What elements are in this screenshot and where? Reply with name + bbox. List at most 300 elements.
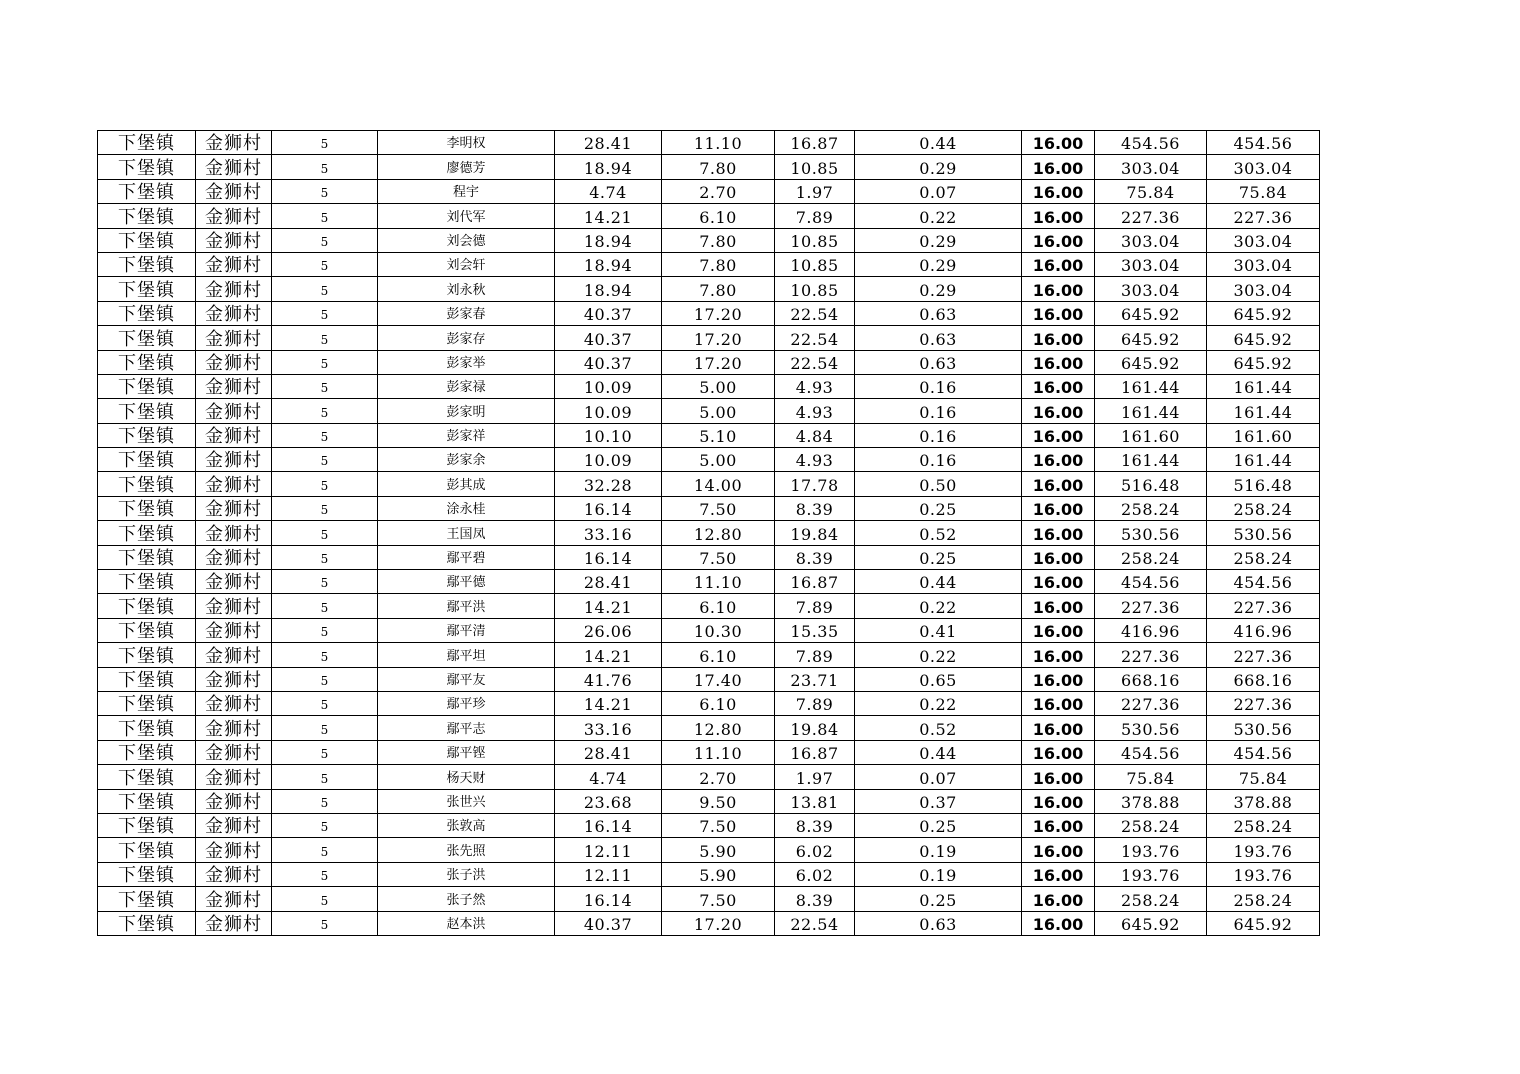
amount-cell-1: 454.56 — [1095, 570, 1207, 594]
value-cell-2: 6.10 — [662, 691, 775, 715]
value-cell-4: 0.07 — [855, 179, 1022, 203]
village-cell: 金狮村 — [196, 399, 272, 423]
value-cell-2: 11.10 — [662, 740, 775, 764]
amount-cell-1: 454.56 — [1095, 131, 1207, 155]
value-cell-2: 5.10 — [662, 423, 775, 447]
value-cell-4: 0.63 — [855, 350, 1022, 374]
value-cell-3: 7.89 — [775, 594, 855, 618]
value-cell-1: 28.41 — [555, 131, 662, 155]
group-cell: 5 — [272, 789, 378, 813]
rate-cell: 16.00 — [1022, 813, 1095, 837]
value-cell-4: 0.63 — [855, 911, 1022, 935]
village-cell: 金狮村 — [196, 228, 272, 252]
name-cell: 杨天财 — [378, 765, 555, 789]
name-cell: 涂永桂 — [378, 496, 555, 520]
table-row — [98, 448, 1320, 472]
village-cell: 金狮村 — [196, 667, 272, 691]
value-cell-2: 10.30 — [662, 618, 775, 642]
value-cell-2: 14.00 — [662, 472, 775, 496]
value-cell-2: 5.00 — [662, 399, 775, 423]
name-cell: 鄢平坦 — [378, 643, 555, 667]
amount-cell-1: 530.56 — [1095, 521, 1207, 545]
village-cell: 金狮村 — [196, 521, 272, 545]
value-cell-4: 0.29 — [855, 277, 1022, 301]
table-row — [98, 326, 1320, 350]
amount-cell-2: 454.56 — [1207, 740, 1320, 764]
value-cell-1: 33.16 — [555, 521, 662, 545]
amount-cell-2: 516.48 — [1207, 472, 1320, 496]
amount-cell-1: 227.36 — [1095, 204, 1207, 228]
table-row — [98, 789, 1320, 813]
table-row — [98, 204, 1320, 228]
table-row — [98, 911, 1320, 935]
value-cell-2: 17.20 — [662, 350, 775, 374]
value-cell-4: 0.19 — [855, 838, 1022, 862]
value-cell-2: 17.40 — [662, 667, 775, 691]
amount-cell-1: 227.36 — [1095, 643, 1207, 667]
amount-cell-1: 303.04 — [1095, 228, 1207, 252]
amount-cell-1: 258.24 — [1095, 496, 1207, 520]
rate-cell: 16.00 — [1022, 691, 1095, 715]
amount-cell-1: 516.48 — [1095, 472, 1207, 496]
value-cell-2: 17.20 — [662, 326, 775, 350]
value-cell-3: 22.54 — [775, 326, 855, 350]
value-cell-4: 0.63 — [855, 326, 1022, 350]
name-cell: 张子洪 — [378, 862, 555, 886]
value-cell-2: 11.10 — [662, 570, 775, 594]
name-cell: 刘代军 — [378, 204, 555, 228]
name-cell: 鄢平洪 — [378, 594, 555, 618]
rate-cell: 16.00 — [1022, 521, 1095, 545]
value-cell-3: 4.93 — [775, 448, 855, 472]
rate-cell: 16.00 — [1022, 472, 1095, 496]
rate-cell: 16.00 — [1022, 277, 1095, 301]
rate-cell: 16.00 — [1022, 545, 1095, 569]
value-cell-1: 16.14 — [555, 545, 662, 569]
amount-cell-2: 227.36 — [1207, 594, 1320, 618]
group-cell: 5 — [272, 813, 378, 837]
group-cell: 5 — [272, 594, 378, 618]
town-cell: 下堡镇 — [98, 277, 196, 301]
value-cell-2: 2.70 — [662, 179, 775, 203]
table-row — [98, 716, 1320, 740]
value-cell-2: 7.80 — [662, 228, 775, 252]
table-row — [98, 277, 1320, 301]
town-cell: 下堡镇 — [98, 399, 196, 423]
value-cell-2: 17.20 — [662, 301, 775, 325]
value-cell-1: 14.21 — [555, 643, 662, 667]
group-cell: 5 — [272, 204, 378, 228]
table-row — [98, 301, 1320, 325]
town-cell: 下堡镇 — [98, 618, 196, 642]
name-cell: 张敦高 — [378, 813, 555, 837]
group-cell: 5 — [272, 545, 378, 569]
rate-cell: 16.00 — [1022, 740, 1095, 764]
value-cell-4: 0.22 — [855, 204, 1022, 228]
rate-cell: 16.00 — [1022, 228, 1095, 252]
table-row — [98, 813, 1320, 837]
group-cell: 5 — [272, 643, 378, 667]
value-cell-4: 0.25 — [855, 813, 1022, 837]
village-cell: 金狮村 — [196, 179, 272, 203]
value-cell-3: 8.39 — [775, 496, 855, 520]
rate-cell: 16.00 — [1022, 374, 1095, 398]
group-cell: 5 — [272, 399, 378, 423]
name-cell: 张子然 — [378, 887, 555, 911]
amount-cell-1: 258.24 — [1095, 545, 1207, 569]
village-cell: 金狮村 — [196, 643, 272, 667]
town-cell: 下堡镇 — [98, 204, 196, 228]
amount-cell-2: 645.92 — [1207, 301, 1320, 325]
town-cell: 下堡镇 — [98, 862, 196, 886]
village-cell: 金狮村 — [196, 155, 272, 179]
town-cell: 下堡镇 — [98, 131, 196, 155]
value-cell-3: 16.87 — [775, 740, 855, 764]
table-row — [98, 399, 1320, 423]
village-cell: 金狮村 — [196, 472, 272, 496]
group-cell: 5 — [272, 301, 378, 325]
town-cell: 下堡镇 — [98, 423, 196, 447]
name-cell: 彭家春 — [378, 301, 555, 325]
table-body — [98, 131, 1320, 936]
group-cell: 5 — [272, 350, 378, 374]
amount-cell-2: 75.84 — [1207, 765, 1320, 789]
amount-cell-2: 227.36 — [1207, 204, 1320, 228]
value-cell-2: 5.00 — [662, 448, 775, 472]
table-row — [98, 545, 1320, 569]
table-row — [98, 374, 1320, 398]
table-row — [98, 179, 1320, 203]
amount-cell-2: 645.92 — [1207, 911, 1320, 935]
village-cell: 金狮村 — [196, 570, 272, 594]
village-cell: 金狮村 — [196, 691, 272, 715]
group-cell: 5 — [272, 618, 378, 642]
town-cell: 下堡镇 — [98, 813, 196, 837]
group-cell: 5 — [272, 472, 378, 496]
value-cell-3: 1.97 — [775, 179, 855, 203]
value-cell-1: 33.16 — [555, 716, 662, 740]
group-cell: 5 — [272, 911, 378, 935]
rate-cell: 16.00 — [1022, 911, 1095, 935]
amount-cell-1: 227.36 — [1095, 594, 1207, 618]
group-cell: 5 — [272, 423, 378, 447]
village-cell: 金狮村 — [196, 618, 272, 642]
town-cell: 下堡镇 — [98, 789, 196, 813]
value-cell-2: 2.70 — [662, 765, 775, 789]
name-cell: 彭家举 — [378, 350, 555, 374]
amount-cell-1: 75.84 — [1095, 765, 1207, 789]
name-cell: 张先照 — [378, 838, 555, 862]
name-cell: 彭其成 — [378, 472, 555, 496]
value-cell-3: 1.97 — [775, 765, 855, 789]
village-cell: 金狮村 — [196, 862, 272, 886]
amount-cell-1: 454.56 — [1095, 740, 1207, 764]
amount-cell-2: 227.36 — [1207, 643, 1320, 667]
name-cell: 鄢平友 — [378, 667, 555, 691]
value-cell-2: 7.80 — [662, 252, 775, 276]
name-cell: 鄢平珍 — [378, 691, 555, 715]
value-cell-3: 7.89 — [775, 204, 855, 228]
table-row — [98, 667, 1320, 691]
rate-cell: 16.00 — [1022, 496, 1095, 520]
group-cell: 5 — [272, 570, 378, 594]
value-cell-4: 0.22 — [855, 594, 1022, 618]
village-cell: 金狮村 — [196, 594, 272, 618]
rate-cell: 16.00 — [1022, 155, 1095, 179]
value-cell-2: 12.80 — [662, 521, 775, 545]
amount-cell-1: 645.92 — [1095, 911, 1207, 935]
group-cell: 5 — [272, 277, 378, 301]
name-cell: 廖德芳 — [378, 155, 555, 179]
amount-cell-1: 668.16 — [1095, 667, 1207, 691]
rate-cell: 16.00 — [1022, 204, 1095, 228]
amount-cell-2: 303.04 — [1207, 277, 1320, 301]
amount-cell-2: 645.92 — [1207, 350, 1320, 374]
value-cell-4: 0.41 — [855, 618, 1022, 642]
value-cell-2: 7.50 — [662, 496, 775, 520]
rate-cell: 16.00 — [1022, 862, 1095, 886]
amount-cell-2: 454.56 — [1207, 570, 1320, 594]
amount-cell-1: 645.92 — [1095, 301, 1207, 325]
town-cell: 下堡镇 — [98, 350, 196, 374]
value-cell-1: 40.37 — [555, 326, 662, 350]
amount-cell-1: 193.76 — [1095, 862, 1207, 886]
value-cell-1: 40.37 — [555, 911, 662, 935]
rate-cell: 16.00 — [1022, 618, 1095, 642]
value-cell-3: 23.71 — [775, 667, 855, 691]
value-cell-3: 10.85 — [775, 155, 855, 179]
village-cell: 金狮村 — [196, 496, 272, 520]
rate-cell: 16.00 — [1022, 765, 1095, 789]
table-row — [98, 862, 1320, 886]
table-row — [98, 131, 1320, 155]
name-cell: 赵本洪 — [378, 911, 555, 935]
town-cell: 下堡镇 — [98, 155, 196, 179]
value-cell-3: 7.89 — [775, 643, 855, 667]
value-cell-1: 10.09 — [555, 448, 662, 472]
rate-cell: 16.00 — [1022, 887, 1095, 911]
table-row — [98, 838, 1320, 862]
value-cell-1: 18.94 — [555, 228, 662, 252]
value-cell-3: 22.54 — [775, 911, 855, 935]
value-cell-1: 14.21 — [555, 691, 662, 715]
amount-cell-1: 227.36 — [1095, 691, 1207, 715]
value-cell-3: 13.81 — [775, 789, 855, 813]
value-cell-4: 0.37 — [855, 789, 1022, 813]
town-cell: 下堡镇 — [98, 448, 196, 472]
amount-cell-1: 303.04 — [1095, 277, 1207, 301]
value-cell-3: 15.35 — [775, 618, 855, 642]
value-cell-4: 0.16 — [855, 448, 1022, 472]
town-cell: 下堡镇 — [98, 496, 196, 520]
town-cell: 下堡镇 — [98, 765, 196, 789]
value-cell-2: 5.90 — [662, 838, 775, 862]
value-cell-4: 0.19 — [855, 862, 1022, 886]
value-cell-3: 8.39 — [775, 813, 855, 837]
amount-cell-2: 227.36 — [1207, 691, 1320, 715]
name-cell: 彭家明 — [378, 399, 555, 423]
value-cell-4: 0.65 — [855, 667, 1022, 691]
amount-cell-1: 161.44 — [1095, 374, 1207, 398]
value-cell-2: 7.50 — [662, 887, 775, 911]
amount-cell-2: 75.84 — [1207, 179, 1320, 203]
amount-cell-2: 416.96 — [1207, 618, 1320, 642]
table-row — [98, 594, 1320, 618]
rate-cell: 16.00 — [1022, 789, 1095, 813]
name-cell: 彭家祥 — [378, 423, 555, 447]
value-cell-3: 10.85 — [775, 277, 855, 301]
data-table — [97, 130, 1320, 936]
town-cell: 下堡镇 — [98, 838, 196, 862]
amount-cell-1: 193.76 — [1095, 838, 1207, 862]
rate-cell: 16.00 — [1022, 448, 1095, 472]
town-cell: 下堡镇 — [98, 570, 196, 594]
amount-cell-2: 258.24 — [1207, 545, 1320, 569]
value-cell-1: 40.37 — [555, 301, 662, 325]
value-cell-2: 9.50 — [662, 789, 775, 813]
table-row — [98, 570, 1320, 594]
value-cell-1: 14.21 — [555, 594, 662, 618]
value-cell-1: 16.14 — [555, 887, 662, 911]
value-cell-4: 0.16 — [855, 374, 1022, 398]
value-cell-4: 0.52 — [855, 521, 1022, 545]
village-cell: 金狮村 — [196, 374, 272, 398]
value-cell-4: 0.44 — [855, 131, 1022, 155]
value-cell-2: 5.00 — [662, 374, 775, 398]
village-cell: 金狮村 — [196, 326, 272, 350]
value-cell-4: 0.22 — [855, 691, 1022, 715]
value-cell-1: 41.76 — [555, 667, 662, 691]
amount-cell-2: 303.04 — [1207, 228, 1320, 252]
amount-cell-2: 530.56 — [1207, 716, 1320, 740]
value-cell-3: 10.85 — [775, 228, 855, 252]
rate-cell: 16.00 — [1022, 716, 1095, 740]
amount-cell-2: 530.56 — [1207, 521, 1320, 545]
village-cell: 金狮村 — [196, 545, 272, 569]
group-cell: 5 — [272, 448, 378, 472]
name-cell: 鄢平铿 — [378, 740, 555, 764]
value-cell-1: 16.14 — [555, 813, 662, 837]
value-cell-3: 6.02 — [775, 838, 855, 862]
rate-cell: 16.00 — [1022, 399, 1095, 423]
value-cell-1: 16.14 — [555, 496, 662, 520]
value-cell-4: 0.25 — [855, 545, 1022, 569]
value-cell-3: 16.87 — [775, 131, 855, 155]
group-cell: 5 — [272, 838, 378, 862]
rate-cell: 16.00 — [1022, 570, 1095, 594]
town-cell: 下堡镇 — [98, 691, 196, 715]
table-row — [98, 691, 1320, 715]
table-row — [98, 643, 1320, 667]
rate-cell: 16.00 — [1022, 423, 1095, 447]
value-cell-4: 0.52 — [855, 716, 1022, 740]
village-cell: 金狮村 — [196, 789, 272, 813]
amount-cell-1: 161.44 — [1095, 399, 1207, 423]
name-cell: 程宇 — [378, 179, 555, 203]
value-cell-3: 8.39 — [775, 545, 855, 569]
amount-cell-1: 75.84 — [1095, 179, 1207, 203]
amount-cell-2: 258.24 — [1207, 887, 1320, 911]
village-cell: 金狮村 — [196, 350, 272, 374]
town-cell: 下堡镇 — [98, 179, 196, 203]
table-row — [98, 252, 1320, 276]
rate-cell: 16.00 — [1022, 326, 1095, 350]
village-cell: 金狮村 — [196, 277, 272, 301]
value-cell-1: 10.09 — [555, 399, 662, 423]
value-cell-3: 19.84 — [775, 521, 855, 545]
village-cell: 金狮村 — [196, 813, 272, 837]
amount-cell-2: 303.04 — [1207, 252, 1320, 276]
value-cell-2: 7.80 — [662, 155, 775, 179]
group-cell: 5 — [272, 155, 378, 179]
value-cell-4: 0.16 — [855, 423, 1022, 447]
town-cell: 下堡镇 — [98, 594, 196, 618]
value-cell-1: 18.94 — [555, 277, 662, 301]
amount-cell-1: 416.96 — [1095, 618, 1207, 642]
value-cell-1: 4.74 — [555, 765, 662, 789]
amount-cell-1: 530.56 — [1095, 716, 1207, 740]
value-cell-2: 7.50 — [662, 813, 775, 837]
town-cell: 下堡镇 — [98, 521, 196, 545]
value-cell-4: 0.25 — [855, 496, 1022, 520]
name-cell: 刘永秋 — [378, 277, 555, 301]
value-cell-2: 12.80 — [662, 716, 775, 740]
value-cell-1: 26.06 — [555, 618, 662, 642]
rate-cell: 16.00 — [1022, 838, 1095, 862]
amount-cell-2: 193.76 — [1207, 838, 1320, 862]
village-cell: 金狮村 — [196, 252, 272, 276]
group-cell: 5 — [272, 228, 378, 252]
value-cell-3: 6.02 — [775, 862, 855, 886]
village-cell: 金狮村 — [196, 131, 272, 155]
village-cell: 金狮村 — [196, 204, 272, 228]
value-cell-1: 10.10 — [555, 423, 662, 447]
value-cell-1: 40.37 — [555, 350, 662, 374]
town-cell: 下堡镇 — [98, 252, 196, 276]
town-cell: 下堡镇 — [98, 228, 196, 252]
value-cell-1: 32.28 — [555, 472, 662, 496]
rate-cell: 16.00 — [1022, 301, 1095, 325]
village-cell: 金狮村 — [196, 911, 272, 935]
group-cell: 5 — [272, 179, 378, 203]
amount-cell-1: 303.04 — [1095, 252, 1207, 276]
table-row — [98, 228, 1320, 252]
table-row — [98, 472, 1320, 496]
name-cell: 鄢平志 — [378, 716, 555, 740]
rate-cell: 16.00 — [1022, 350, 1095, 374]
value-cell-1: 12.11 — [555, 862, 662, 886]
value-cell-4: 0.44 — [855, 740, 1022, 764]
value-cell-4: 0.50 — [855, 472, 1022, 496]
town-cell: 下堡镇 — [98, 911, 196, 935]
value-cell-2: 6.10 — [662, 204, 775, 228]
table-row — [98, 740, 1320, 764]
group-cell: 5 — [272, 521, 378, 545]
group-cell: 5 — [272, 667, 378, 691]
name-cell: 刘会轩 — [378, 252, 555, 276]
group-cell: 5 — [272, 691, 378, 715]
town-cell: 下堡镇 — [98, 887, 196, 911]
name-cell: 李明权 — [378, 131, 555, 155]
value-cell-1: 28.41 — [555, 570, 662, 594]
name-cell: 彭家禄 — [378, 374, 555, 398]
village-cell: 金狮村 — [196, 448, 272, 472]
value-cell-2: 7.80 — [662, 277, 775, 301]
group-cell: 5 — [272, 716, 378, 740]
amount-cell-1: 161.60 — [1095, 423, 1207, 447]
village-cell: 金狮村 — [196, 716, 272, 740]
rate-cell: 16.00 — [1022, 131, 1095, 155]
